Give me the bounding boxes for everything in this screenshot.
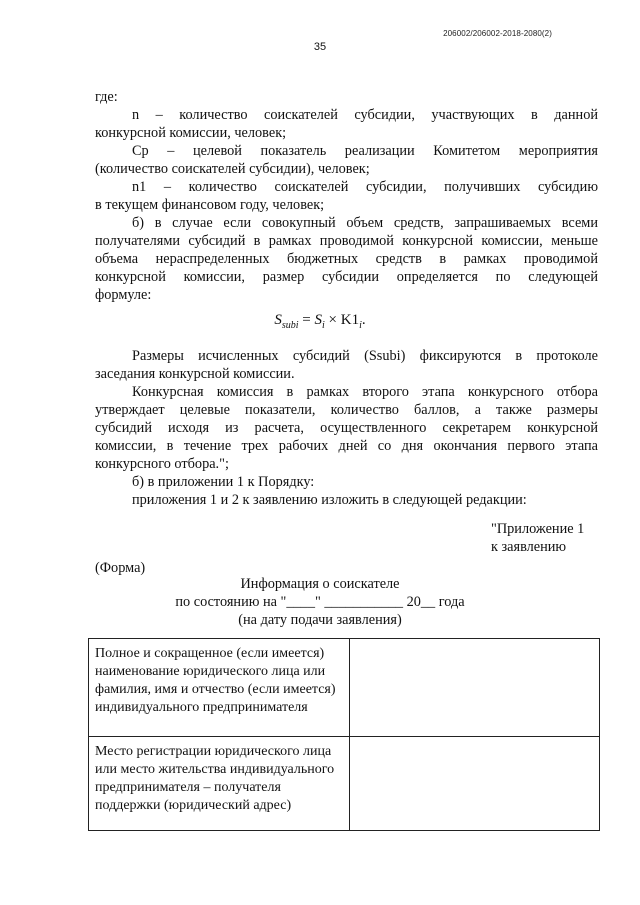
text-line: Cр – целевой показатель реализации Комитетом мероприятия	[132, 143, 598, 159]
text-line: n1 – количество соискателей субсидии, получивших субсидию	[132, 179, 598, 195]
text-line: получателями субсидий в рамках проводимой конкурсной комиссии, меньше	[95, 233, 598, 249]
formula-lhs: S	[274, 312, 282, 328]
table-cell-label: Место регистрации юридического лица или место жительства индивидуального предпринимателя – получателя поддержки (юридический адрес)	[89, 737, 350, 831]
table-cell-label: Полное и сокращенное (если имеется) наименование юридического лица или фамилия, имя и отчество (если имеется) индивидуального предпринимателя	[89, 639, 350, 737]
form-label: (Форма)	[95, 560, 146, 576]
text-line: конкурсного отбора.";	[95, 456, 229, 472]
table-cell-value[interactable]	[350, 737, 600, 831]
text-line: конкурсной комиссии, человек;	[95, 125, 287, 141]
text-line: утверждает целевые показатели, количество баллов, а также размеры	[95, 402, 598, 418]
formula-lhs-sub: subi	[281, 320, 299, 331]
text-line: Размеры исчисленных субсидий (Ssubi) фиксируются в протоколе	[132, 348, 598, 364]
text-line: в текущем финансовом году, человек;	[95, 197, 325, 213]
text-line: комиссии, в течение трех рабочих дней со дня окончания первого этапа	[95, 438, 598, 454]
text-line: (количество соискателей субсидии), человек;	[95, 161, 370, 177]
text-line: формуле:	[95, 287, 152, 303]
applicant-info-table	[88, 638, 600, 831]
subsidy-formula	[0, 312, 640, 331]
text-line: конкурсной комиссии, размер субсидии определяется по следующей	[95, 269, 598, 285]
appendix-line1: "Приложение 1	[491, 521, 585, 537]
formula-times: × K1	[324, 312, 360, 328]
table-row	[89, 639, 600, 737]
form-title: Информация о соискателе	[240, 576, 400, 592]
appendix-line2: к заявлению	[491, 539, 567, 555]
text-line: субсидий исходя из расчета, осуществленного секретарем конкурсной	[95, 420, 598, 436]
formula-eq: =	[298, 312, 315, 328]
page-number: 35	[313, 41, 327, 53]
form-date-note: (на дату подачи заявления)	[238, 612, 402, 628]
text-line: n – количество соискателей субсидии, участвующих в данной	[132, 107, 598, 123]
text-line: Конкурсная комиссия в рамках второго этапа конкурсного отбора	[132, 384, 598, 400]
formula-end-sub: i	[359, 320, 362, 331]
table-cell-value[interactable]	[350, 639, 600, 737]
document-code: 206002/206002-2018-2080(2)	[443, 29, 552, 38]
text-line: где:	[95, 89, 118, 105]
text-line: б) в приложении 1 к Порядку:	[132, 474, 315, 490]
table-row	[89, 737, 600, 831]
text-line: приложения 1 и 2 к заявлению изложить в следующей редакции:	[132, 492, 527, 508]
formula-rhs: S	[314, 312, 323, 328]
text-line: б) в случае если совокупный объем средств, запрашиваемых всеми	[132, 215, 598, 231]
form-date-line: по состоянию на "____" ___________ 20__ года	[175, 594, 465, 610]
text-line: заседания конкурсной комиссии.	[95, 366, 295, 382]
formula-rhs-sub: i	[322, 320, 325, 331]
formula-end: .	[361, 312, 366, 328]
text-line: объема нераспределенных бюджетных средств в рамках проводимой	[95, 251, 598, 267]
